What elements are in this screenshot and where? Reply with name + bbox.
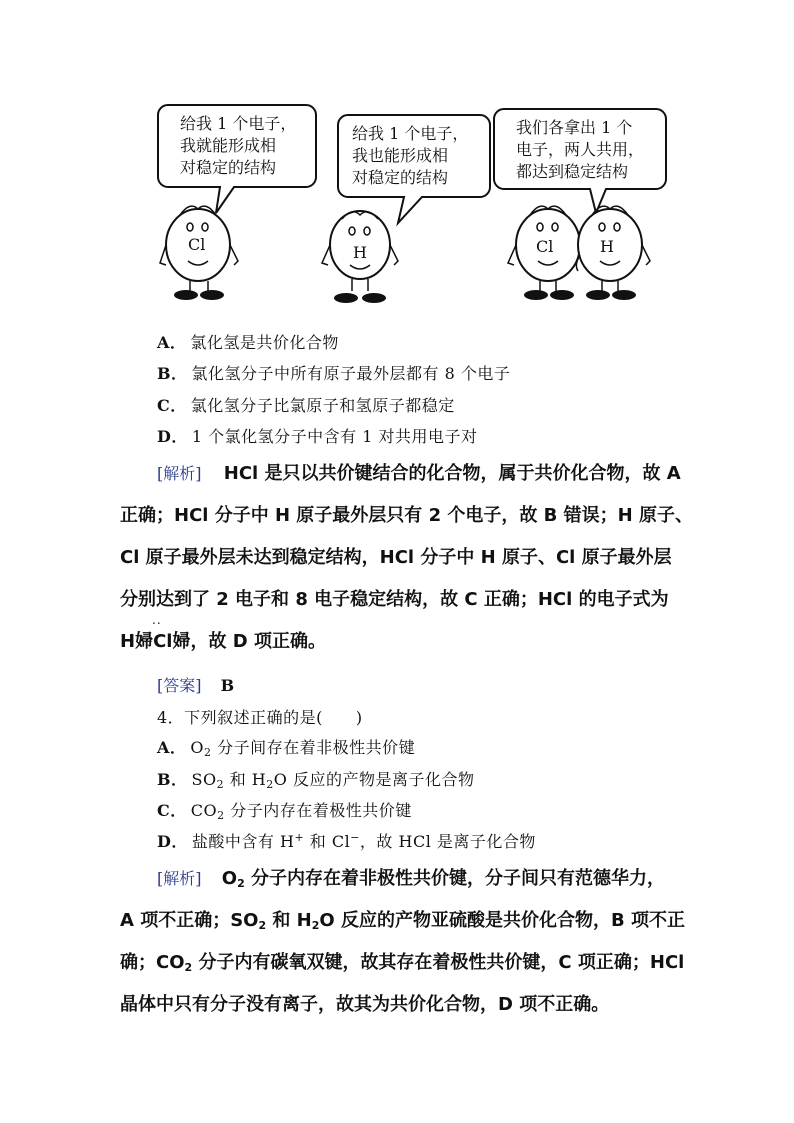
option-text: 1 个氯化氢分子中含有 1 对共用电子对 — [191, 427, 478, 446]
subscript: 2 — [237, 877, 245, 890]
bubble-3-line-1: 我们各拿出 1 个 — [516, 118, 633, 137]
q4-option-a — [157, 735, 415, 759]
option-text: O 反应的产物是离子化合物 — [273, 770, 475, 789]
option-letter: A． — [157, 333, 187, 352]
q3-analysis-line-3: Cl 原子最外层未达到稳定结构，HCl 分子中 H 原子、Cl 原子最外层 — [120, 547, 672, 568]
subscript: 2 — [311, 919, 320, 932]
subscript: 2 — [204, 746, 212, 759]
subscript: 2 — [216, 778, 225, 791]
option-letter: C． — [157, 396, 187, 415]
bubble-1-line-3: 对稳定的结构 — [180, 158, 277, 177]
q4-option-c — [157, 798, 412, 822]
electron-dots: .. — [152, 613, 162, 627]
formula-tail: ，故 D 项正确。 — [190, 631, 326, 652]
q4-stem: 4．下列叙述正确的是( ) — [157, 708, 363, 727]
analysis-text: 分子内存在着非极性共价键，分子间只有范德华力， — [244, 868, 666, 889]
subscript: 2 — [184, 961, 193, 974]
atom-label-h-2: H — [600, 237, 614, 256]
q4-analysis-line-1 — [157, 864, 665, 890]
analysis-text: A 项不正确；SO — [120, 910, 259, 931]
q3-analysis-line-1 — [157, 459, 681, 485]
q4-option-d — [157, 829, 536, 852]
cl-atom-character-1 — [160, 206, 238, 300]
formula-part: 和 Cl — [304, 832, 351, 851]
answer-value: B — [220, 676, 235, 695]
bubble-3-line-2: 电子，两人共用， — [516, 140, 645, 159]
option-letter: D． — [157, 427, 188, 446]
formula-h: H — [120, 631, 136, 652]
formula-part: O — [221, 868, 238, 889]
bubble-1-line-2: 我就能形成相 — [180, 136, 277, 155]
formula-mid-2: 婦 — [172, 631, 191, 652]
option-letter: C． — [157, 801, 187, 820]
formula-part: SO — [191, 770, 217, 789]
atom-label-cl-2: Cl — [536, 237, 554, 256]
h-atom-character — [322, 211, 398, 303]
bubble-1-line-1: 给我 1 个电子， — [180, 114, 297, 133]
analysis-tag: [解析] — [157, 464, 202, 483]
q4-analysis-line-3 — [120, 948, 684, 974]
formula-part: 和 H — [224, 770, 267, 789]
formula-part: 盐酸中含有 H — [191, 832, 295, 851]
formula-mid-1: 婦 — [135, 631, 154, 652]
option-text: 氯化氢分子中所有原子最外层都有 8 个电子 — [191, 364, 511, 383]
q3-option-d — [157, 424, 478, 447]
option-letter: D． — [157, 832, 188, 851]
superscript: + — [294, 831, 305, 844]
option-letter: A． — [157, 738, 187, 757]
speech-bubble-3 — [494, 109, 666, 213]
formula-part: O — [190, 738, 205, 757]
q4-analysis-line-2 — [120, 906, 685, 932]
bubble-2-line-3: 对稳定的结构 — [352, 168, 449, 187]
formula-part: CO — [190, 801, 218, 820]
atom-label-h-1: H — [353, 243, 367, 262]
option-text: 分子间存在着非极性共价键 — [211, 738, 416, 757]
q3-answer — [157, 673, 234, 696]
analysis-text: O 反应的产物亚硫酸是共价化合物，B 项不正 — [319, 910, 685, 931]
q3-option-c — [157, 393, 455, 416]
cl-h-pair-characters — [508, 206, 650, 300]
analysis-text: 分子内有碳氧双键，故其存在着极性共价键，C 项正确；HCl — [192, 952, 685, 973]
speech-bubble-2 — [338, 115, 490, 223]
formula-cl: Cl — [153, 631, 173, 652]
option-text: 分子内存在着极性共价键 — [224, 801, 412, 820]
option-letter: B． — [157, 364, 188, 383]
q3-analysis-line-5 — [120, 627, 326, 653]
analysis-text: 确；CO — [120, 952, 185, 973]
option-text: ，故 HCl 是离子化合物 — [359, 832, 536, 851]
analysis-text: HCl 是只以共价键结合的化合物，属于共价化合物，故 A — [223, 463, 681, 484]
q3-option-a — [157, 330, 339, 353]
option-text: 氯化氢分子比氯原子和氢原子都稳定 — [190, 396, 455, 415]
bubble-3-line-3: 都达到稳定结构 — [516, 162, 629, 181]
subscript: 2 — [258, 919, 267, 932]
formula-part: 和 H — [266, 910, 312, 931]
bubble-2-line-2: 我也能形成相 — [352, 146, 449, 165]
subscript: 2 — [217, 809, 225, 822]
atom-label-cl-1: Cl — [188, 235, 206, 254]
option-text: 氯化氢是共价化合物 — [190, 333, 339, 352]
superscript: − — [350, 831, 360, 844]
subscript: 2 — [266, 778, 274, 791]
q4-analysis-line-4: 晶体中只有分子没有离子，故其为共价化合物，D 项不正确。 — [120, 994, 610, 1015]
q3-analysis-line-4: 分别达到了 2 电子和 8 电子稳定结构，故 C 正确；HCl 的电子式为 — [120, 589, 669, 610]
q3-analysis-line-2: 正确；HCl 分子中 H 原子最外层只有 2 个电子，故 B 错误；H 原子、 — [120, 505, 693, 526]
q4-option-b — [157, 767, 474, 791]
option-letter: B． — [157, 770, 188, 789]
analysis-tag: [解析] — [157, 869, 202, 888]
electron-sharing-illustration — [150, 95, 680, 320]
q3-option-b — [157, 361, 510, 384]
bubble-2-line-1: 给我 1 个电子， — [352, 124, 469, 143]
answer-tag: [答案] — [157, 676, 202, 695]
speech-bubble-1 — [158, 105, 316, 213]
